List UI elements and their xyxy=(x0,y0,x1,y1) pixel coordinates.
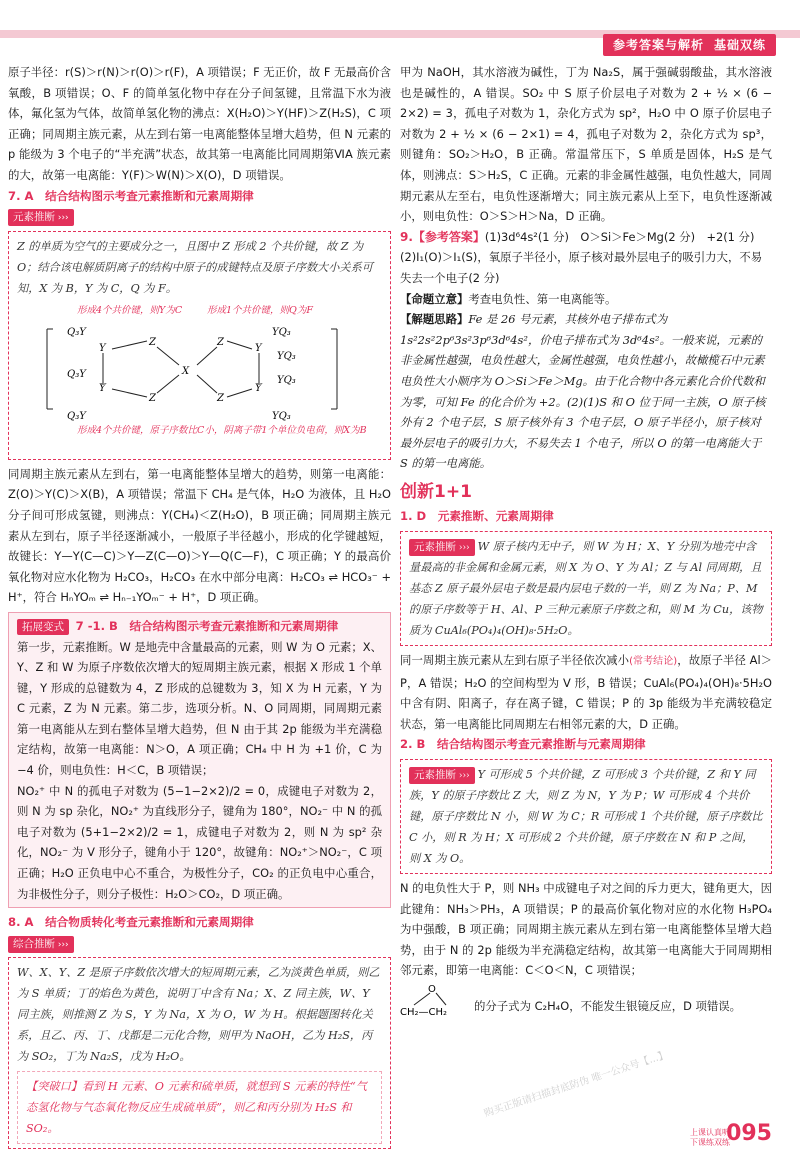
paragraph: N 的电负性大于 P，则 NH₃ 中成键电子对之间的斥力更大，键角更大，因此键角：NH₃＞PH₃，A 项错误；P 的最高价氧化物对应的水化物 H₃PO₄ 为中强酸，B 项正确；同周期主族元素从左到右第一电离能整体呈增大趋势，由于 N 的 2p 能级为半充满稳定结构，故其第一电离能大于同周期相邻元素，即第一电离能：C＜O＜N，C 项错误； xyxy=(400,881,772,978)
svg-text:YQ₃: YQ₃ xyxy=(277,350,296,362)
molecule-diagram xyxy=(17,301,382,451)
innovation-heading: 创新1+1 xyxy=(400,481,472,502)
svg-text:X: X xyxy=(182,365,190,377)
right-column xyxy=(400,62,772,1017)
section-pill: 拓展变式 xyxy=(17,619,69,635)
question-heading: 1. D 元素推断、元素周期律 xyxy=(400,509,554,524)
analysis-box: Z 的单质为空气的主要成分之一，且图中 Z 形成 2 个共价键，故 Z 为 O；结合该电解质阴离子的结构中原子的成键特点及原子序数大小关系可知，X 为 B，Y 为 C，Q 为 F。 形成4个共价键，则Y为C 形成1个共价键，则Q为F Q₃Y Y Z Z YQ₃ Y YQ₃ Q₃Y Y Z X Z Y YQ₃ Q₃Y YQ₃ 形成4个共价键，原子序数比C小，阴离子带1个单位负电荷，则X为B xyxy=(8,231,391,460)
analysis-box: 元素推断 ››› Y 可形成 5 个共价键，Z 可形成 3 个共价键，Z 和 Y 同族，Y 的原子序数比 Z 大，则 Z 为 N，Y 为 P；W 可形成 4 个共价键，原子序数比 N 小，则 W 为 C；R 可形成 1 个共价键，原子序数比 C 小，则 R 为 H；X 可形成 2 个共价键，原子序数在 N 和 P 之间，则 X 为 O。 xyxy=(400,759,772,874)
svg-text:Q₃Y: Q₃Y xyxy=(67,410,86,422)
epoxide-structure xyxy=(400,981,470,1017)
svg-text:Z: Z xyxy=(149,336,156,348)
svg-text:Z: Z xyxy=(217,336,224,348)
paragraph: NO₂⁺ 中 N 的孤电子对数为 (5−1−2×2)/2 = 0，成键电子对数为 2，则 N 为 sp 杂化，NO₂⁺ 为直线形分子，键角为 180°，NO₂⁻ 中 N 的孤电子对数为 (5+1−2×2)/2 = 1，成键电子对数为 2，则 N 为 sp² 杂化，NO₂⁻ 为 V 形分子，键角小于 120°，故键角：NO₂⁺＞NO₂⁻，C 项正确；H₂O 正负电中心不重合，为极性分子，CO₂ 的正负电中心重合，为非极性分子，则分子极性：H₂O＞CO₂，D 项正确。 xyxy=(17,783,382,901)
solution-block: 【解题思路】Fe 是 26 号元素，其核外电子排布式为 1s²2s²2p⁶3s²3p⁶3d⁶4s²，价电子排布式为 3d⁶4s²。一般来说，元素的非金属性越强，电负性越大，金属性越强，电负性越小，故橄榄石中元素电负性大小顺序为 O＞Si＞Fe＞Mg。由于化合物中各元素化合价代数和为零，可知 Fe 的化合价为 +2。(2)(1)S 和 O 位于同一主族，O 原子核外有 2 个电子层，S 原子核外有 3 个电子层，O 原子半径小，原子核对最外层电子的吸引力大，不易失去 1 个电子，所以 O 的第一电离能大于 S 的第一电离能。 xyxy=(400,312,766,471)
svg-text:CH₂—CH₂: CH₂—CH₂ xyxy=(400,1007,448,1017)
section-pill: 综合推断 ››› xyxy=(8,936,74,953)
paragraph: 第一步，元素推断。W 是地壳中含量最高的元素，则 W 为 O 元素；X、Y、Z 和 W 为原子序数依次增大的短周期主族元素，根据 X 形成 1 个单键，Y 形成的总键数为 4，Z 形成的总键数为 3，知 X 为 H 元素，Y 为 C 元素，Z 为 N 元素。第二步，选项分析。N、O 同周期，同周期元素第一电离能从左到右整体呈增大趋势，但 N 由于其 2p 能级为半充满稳定结构，故第一电离能：N＞O，A 项正确；CH₄ 中 H 为 +1 价，C 为 −4 价，则电负性：H＜C，B 项错误； xyxy=(17,639,382,778)
svg-text:YQ₃: YQ₃ xyxy=(272,410,291,422)
footer-slogan: 上课认真听 下课练双练 xyxy=(690,1128,730,1147)
svg-text:Q₃Y: Q₃Y xyxy=(67,368,86,380)
svg-text:Y: Y xyxy=(255,382,262,394)
left-column xyxy=(8,62,391,1153)
extension-box xyxy=(8,612,391,908)
question-heading: 8. A 结合物质转化考查元素推断和元素周期律 xyxy=(8,915,254,930)
paragraph: 同一周期主族元素从左到右原子半径依次减小(常考结论)，故原子半径 Al＞P，A 错误；H₂O 的空间构型为 V 形，B 错误；CuAl₆(PO₄)₄(OH)₈·5H₂O 中含有阴、阳离子，存在离子键，C 错误；P 的 3p 能级为半充满较稳定状态，第一电离能比同周期左右相邻元素的大，D 正确。 xyxy=(400,653,772,731)
watermark: 购买正版请扫描封底防伪 唯一公众号【...】 xyxy=(482,1049,670,1120)
mol-note: 形成4个共价键，则Y为C xyxy=(77,304,183,316)
page-header xyxy=(0,0,800,52)
epoxide-line: O CH₂—CH₂ 的分子式为 C₂H₄O，不能发生银镜反应，D 项错误。 xyxy=(400,981,772,1017)
svg-text:Y: Y xyxy=(255,342,262,354)
header-tag: 参考答案与解析 基础双练 xyxy=(603,34,776,56)
question-heading: 7 -1. B 结合结构图示考查元素推断和元素周期律 xyxy=(75,618,339,633)
svg-text:YQ₃: YQ₃ xyxy=(272,326,291,338)
svg-text:Y: Y xyxy=(99,342,106,354)
page-number: 095 xyxy=(726,1121,772,1146)
intent-block: 【命题立意】考查电负性、第一电离能等。 xyxy=(400,291,617,306)
analysis-box: 元素推断 ››› W 原子核内无中子，则 W 为 H；X、Y 分别为地壳中含量最高的非金属和金属元素，则 X 为 O、Y 为 Al；Z 与 Al 同周期，且基态 Z 原子最外层电子数是最内层电子数的一半，则 Z 为 Na；P、M 的原子序数等于 H、Al、P 三种元素原子序数之和，则 M 为 Cu，该物质为 CuAl₆(PO₄)₄(OH)₈·5H₂O。 xyxy=(400,531,772,646)
answer-block: 9.【参考答案】(1)3d⁶4s²(1 分) O＞Si＞Fe＞Mg(2 分) +2(1 分) (2)I₁(O)＞I₁(S)，氧原子半径小，原子核对最外层电子的吸引力大，不易失去一个电子(2 分) xyxy=(400,229,766,285)
breakthrough-box: 【突破口】看到 H 元素、O 元素和硫单质，就想到 S 元素的特性“气态氢化物与气态氧化物反应生成硫单质”，则乙和丙分别为 H₂S 和 SO₂。 xyxy=(17,1071,382,1144)
section-pill: 元素推断 ››› xyxy=(8,209,74,226)
mol-note: 形成1个共价键，则Q为F xyxy=(207,304,313,316)
paragraph: 甲为 NaOH，其水溶液为碱性，丁为 Na₂S，属于强碱弱酸盐，其水溶液也是碱性的，A 错误。SO₂ 中 S 原子价层电子对数为 2 + ½ × (6 − 2×2) = 3，孤电子对数为 1，杂化方式为 sp²，H₂O 中 O 原子价层电子对数为 2 + ½ × (6 − 2×1) = 4，孤电子对数为 2，杂化方式为 sp³，则键角：SO₂＞H₂O，B 正确。常温常压下，S 单质是固体，H₂S 是气体，则沸点：S＞H₂S，C 正确。元素的非金属性越强，电负性越大，同周期元素从左至右，电负性逐渐增大；同主族元素从上至下，电负性逐渐减小，则电负性：O＞S＞H＞Na，D 正确。 xyxy=(400,65,772,224)
paragraph: 原子半径：r(S)＞r(N)＞r(O)＞r(F)，A 项错误；F 无正价，故 F 无最高价含氧酸，B 项错误；O、F 的简单氢化物中存在分子间氢键，且常温下水为液体，氟化氢为气体，故简单氢化物的沸点：X(H₂O)＞Y(HF)＞Z(H₂S)，C 项正确；同周期主族元素，从左到右第一电离能整体呈增大趋势，但 N 元素的 p 能级为 3 个电子的“半充满”状态，故其第一电离能比同周期第ⅥA 族元素的大，故第一电离能：Y(F)＞W(N)＞X(O)，D 项错误。 xyxy=(8,65,391,182)
svg-text:Y: Y xyxy=(99,382,106,394)
svg-text:Z: Z xyxy=(217,392,224,404)
question-heading: 2. B 结合结构图示考查元素推断与元素周期律 xyxy=(400,737,646,752)
svg-text:YQ₃: YQ₃ xyxy=(277,374,296,386)
paragraph: 同周期主族元素从左到右，第一电离能整体呈增大的趋势，则第一电离能：Z(O)＞Y(C)＞X(B)，A 项错误；常温下 CH₄ 是气体，H₂O 为液体，且 H₂O 分子间可形成氢键，则沸点：Y(CH₄)＜Z(H₂O)，B 项正确；同周期主族元素从左到右，原子半径逐渐减小，一般原子半径越小，形成的化学键越短，故键长：Y—Y(C—C)＞Y—Z(C—O)＞Y—Q(C—F)，C 项正确；Y 的最高价氧化物对应水化物为 H₂CO₃，H₂CO₃ 在水中部分电离：H₂CO₃ ⇌ HCO₃⁻ + H⁺，符合 HₙYOₘ ⇌ Hₙ₋₁YOₘ⁻ + H⁺，D 项正确。 xyxy=(8,466,391,605)
structure-svg xyxy=(37,301,367,451)
svg-text:Q₃Y: Q₃Y xyxy=(67,326,86,338)
question-heading: 7. A 结合结构图示考查元素推断和元素周期律 xyxy=(8,188,254,203)
mol-note: 形成4个共价键，原子序数比C小，阴离子带1个单位负电荷，则X为B xyxy=(77,424,367,436)
svg-text:O: O xyxy=(428,984,436,995)
analysis-box: W、X、Y、Z 是原子序数依次增大的短周期元素，乙为淡黄色单质，则乙为 S 单质；丁的焰色为黄色，说明丁中含有 Na；X、Z 同主族，W、Y 同主族，则推测 Z 为 S，Y 为 Na，X 为 O，W 为 H。根据题图转化关系，且乙、丙、丁、戊都是二元化合物，则甲为 NaOH，乙为 H₂S，丙为 SO₂，丁为 Na₂S，戊为 H₂O。 【突破口】看到 H 元素、O 元素和硫单质，就想到 S 元素的特性“气态氢化物与气态氧化物反应生成硫单质”，则乙和丙分别为 H₂S 和 SO₂。 xyxy=(8,957,391,1149)
svg-text:Z: Z xyxy=(149,392,156,404)
